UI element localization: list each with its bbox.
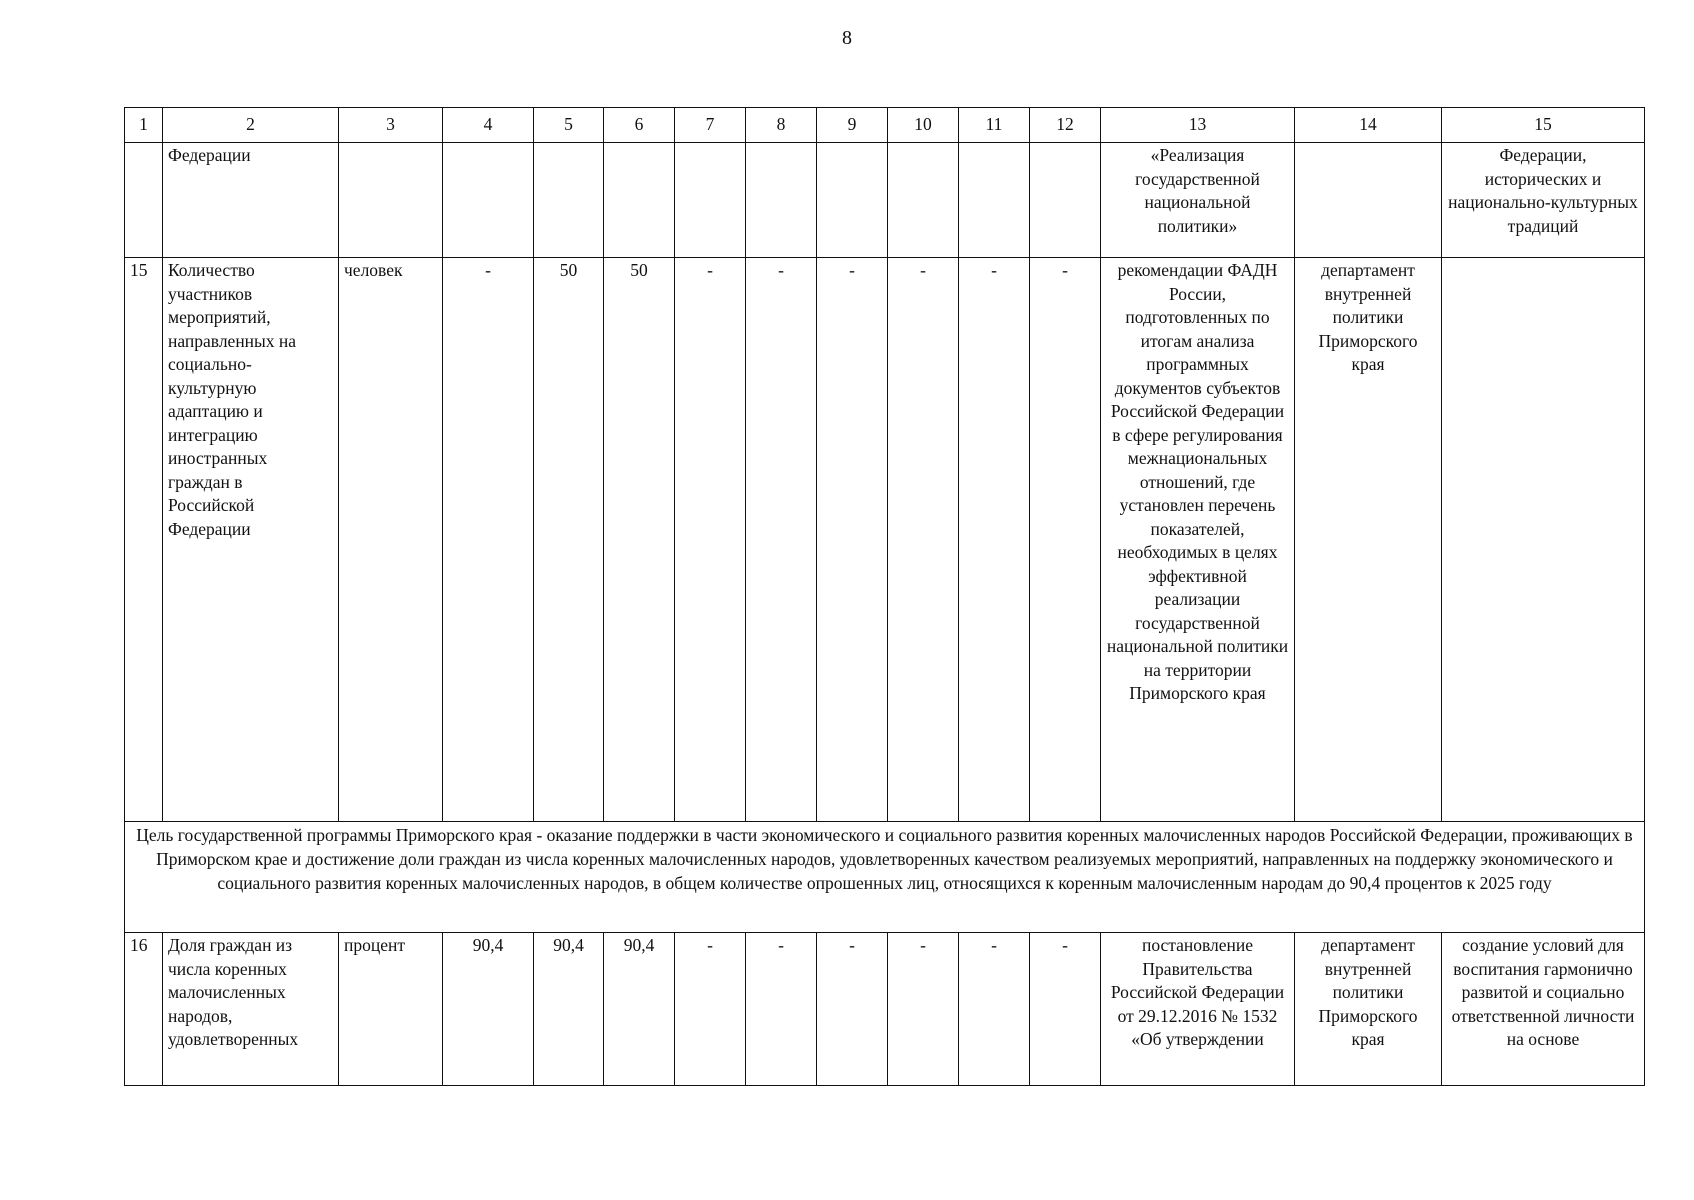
header-cell: 13 bbox=[1101, 108, 1295, 143]
cell-value: - bbox=[888, 258, 959, 822]
header-cell: 1 bbox=[125, 108, 163, 143]
cell-value: - bbox=[746, 258, 817, 822]
cell-value: - bbox=[746, 933, 817, 1086]
cell-value bbox=[443, 143, 534, 258]
header-cell: 2 bbox=[163, 108, 339, 143]
cell-basis: «Реализация государственной национальной политики» bbox=[1101, 143, 1295, 258]
cell-value bbox=[604, 143, 675, 258]
cell-unit: процент bbox=[339, 933, 443, 1086]
cell-unit bbox=[339, 143, 443, 258]
cell-responsible: департамент внутренней политики Приморского края bbox=[1295, 258, 1442, 822]
cell-value: - bbox=[443, 258, 534, 822]
cell-basis: рекомендации ФАДН России, подготовленных по итогам анализа программных документов субъектов Российской Федерации в сфере регулирования межнациональных отношений, где установлен перечень показателей, необходимых в целях эффективной реализации государственной национальной политики на территории Приморского края bbox=[1101, 258, 1295, 822]
cell-value: 90,4 bbox=[604, 933, 675, 1086]
header-cell: 7 bbox=[675, 108, 746, 143]
cell-value: 90,4 bbox=[443, 933, 534, 1086]
header-cell: 3 bbox=[339, 108, 443, 143]
goal-row bbox=[125, 822, 1645, 933]
header-cell: 8 bbox=[746, 108, 817, 143]
cell-value: 50 bbox=[534, 258, 604, 822]
cell-value: - bbox=[1030, 258, 1101, 822]
header-cell: 12 bbox=[1030, 108, 1101, 143]
header-cell: 4 bbox=[443, 108, 534, 143]
cell-num: 16 bbox=[125, 933, 163, 1086]
cell-relation bbox=[1442, 258, 1645, 822]
column-number-header-row bbox=[125, 108, 1645, 143]
header-cell: 9 bbox=[817, 108, 888, 143]
cell-indicator-name: Федерации bbox=[163, 143, 339, 258]
cell-value: - bbox=[675, 933, 746, 1086]
cell-unit: человек bbox=[339, 258, 443, 822]
cell-responsible: департамент внутренней политики Приморского края bbox=[1295, 933, 1442, 1086]
cell-relation: создание условий для воспитания гармонично развитой и социально ответственной личности на основе bbox=[1442, 933, 1645, 1086]
cell-value bbox=[817, 143, 888, 258]
cell-responsible bbox=[1295, 143, 1442, 258]
cell-value: - bbox=[888, 933, 959, 1086]
table-row bbox=[125, 258, 1645, 822]
cell-num bbox=[125, 143, 163, 258]
header-cell: 14 bbox=[1295, 108, 1442, 143]
cell-value: 90,4 bbox=[534, 933, 604, 1086]
header-cell: 5 bbox=[534, 108, 604, 143]
continuation-row bbox=[125, 143, 1645, 258]
cell-relation: Федерации, исторических и национально-культурных традиций bbox=[1442, 143, 1645, 258]
cell-value: - bbox=[817, 258, 888, 822]
indicators-table bbox=[124, 107, 1645, 1086]
cell-num: 15 bbox=[125, 258, 163, 822]
cell-value: - bbox=[817, 933, 888, 1086]
table-row bbox=[125, 933, 1645, 1086]
page-number: 8 bbox=[842, 27, 852, 49]
cell-value: - bbox=[675, 258, 746, 822]
header-cell: 15 bbox=[1442, 108, 1645, 143]
cell-basis: постановление Правительства Российской Федерации от 29.12.2016 № 1532 «Об утверждении bbox=[1101, 933, 1295, 1086]
cell-value: - bbox=[959, 258, 1030, 822]
cell-value: 50 bbox=[604, 258, 675, 822]
program-goal-text: Цель государственной программы Приморского края - оказание поддержки в части экономического и социального развития коренных малочисленных народов Российской Федерации, проживающих в Приморском крае и достижение доли граждан из числа коренных малочисленных народов, удовлетворенных качеством реализуемых мероприятий, направленных на поддержку экономического и социального развития коренных малочисленных народов, в общем количестве опрошенных лиц, относящихся к коренным малочисленным народам до 90,4 процентов к 2025 году bbox=[125, 822, 1645, 933]
header-cell: 11 bbox=[959, 108, 1030, 143]
cell-indicator-name: Количество участников мероприятий, направленных на социально-культурную адаптацию и интеграцию иностранных граждан в Российской Федерации bbox=[163, 258, 339, 822]
cell-value bbox=[675, 143, 746, 258]
cell-value bbox=[888, 143, 959, 258]
header-cell: 6 bbox=[604, 108, 675, 143]
cell-value bbox=[746, 143, 817, 258]
cell-value bbox=[1030, 143, 1101, 258]
header-cell: 10 bbox=[888, 108, 959, 143]
cell-value bbox=[534, 143, 604, 258]
cell-value bbox=[959, 143, 1030, 258]
cell-value: - bbox=[1030, 933, 1101, 1086]
cell-value: - bbox=[959, 933, 1030, 1086]
cell-indicator-name: Доля граждан из числа коренных малочисленных народов, удовлетворенных bbox=[163, 933, 339, 1086]
